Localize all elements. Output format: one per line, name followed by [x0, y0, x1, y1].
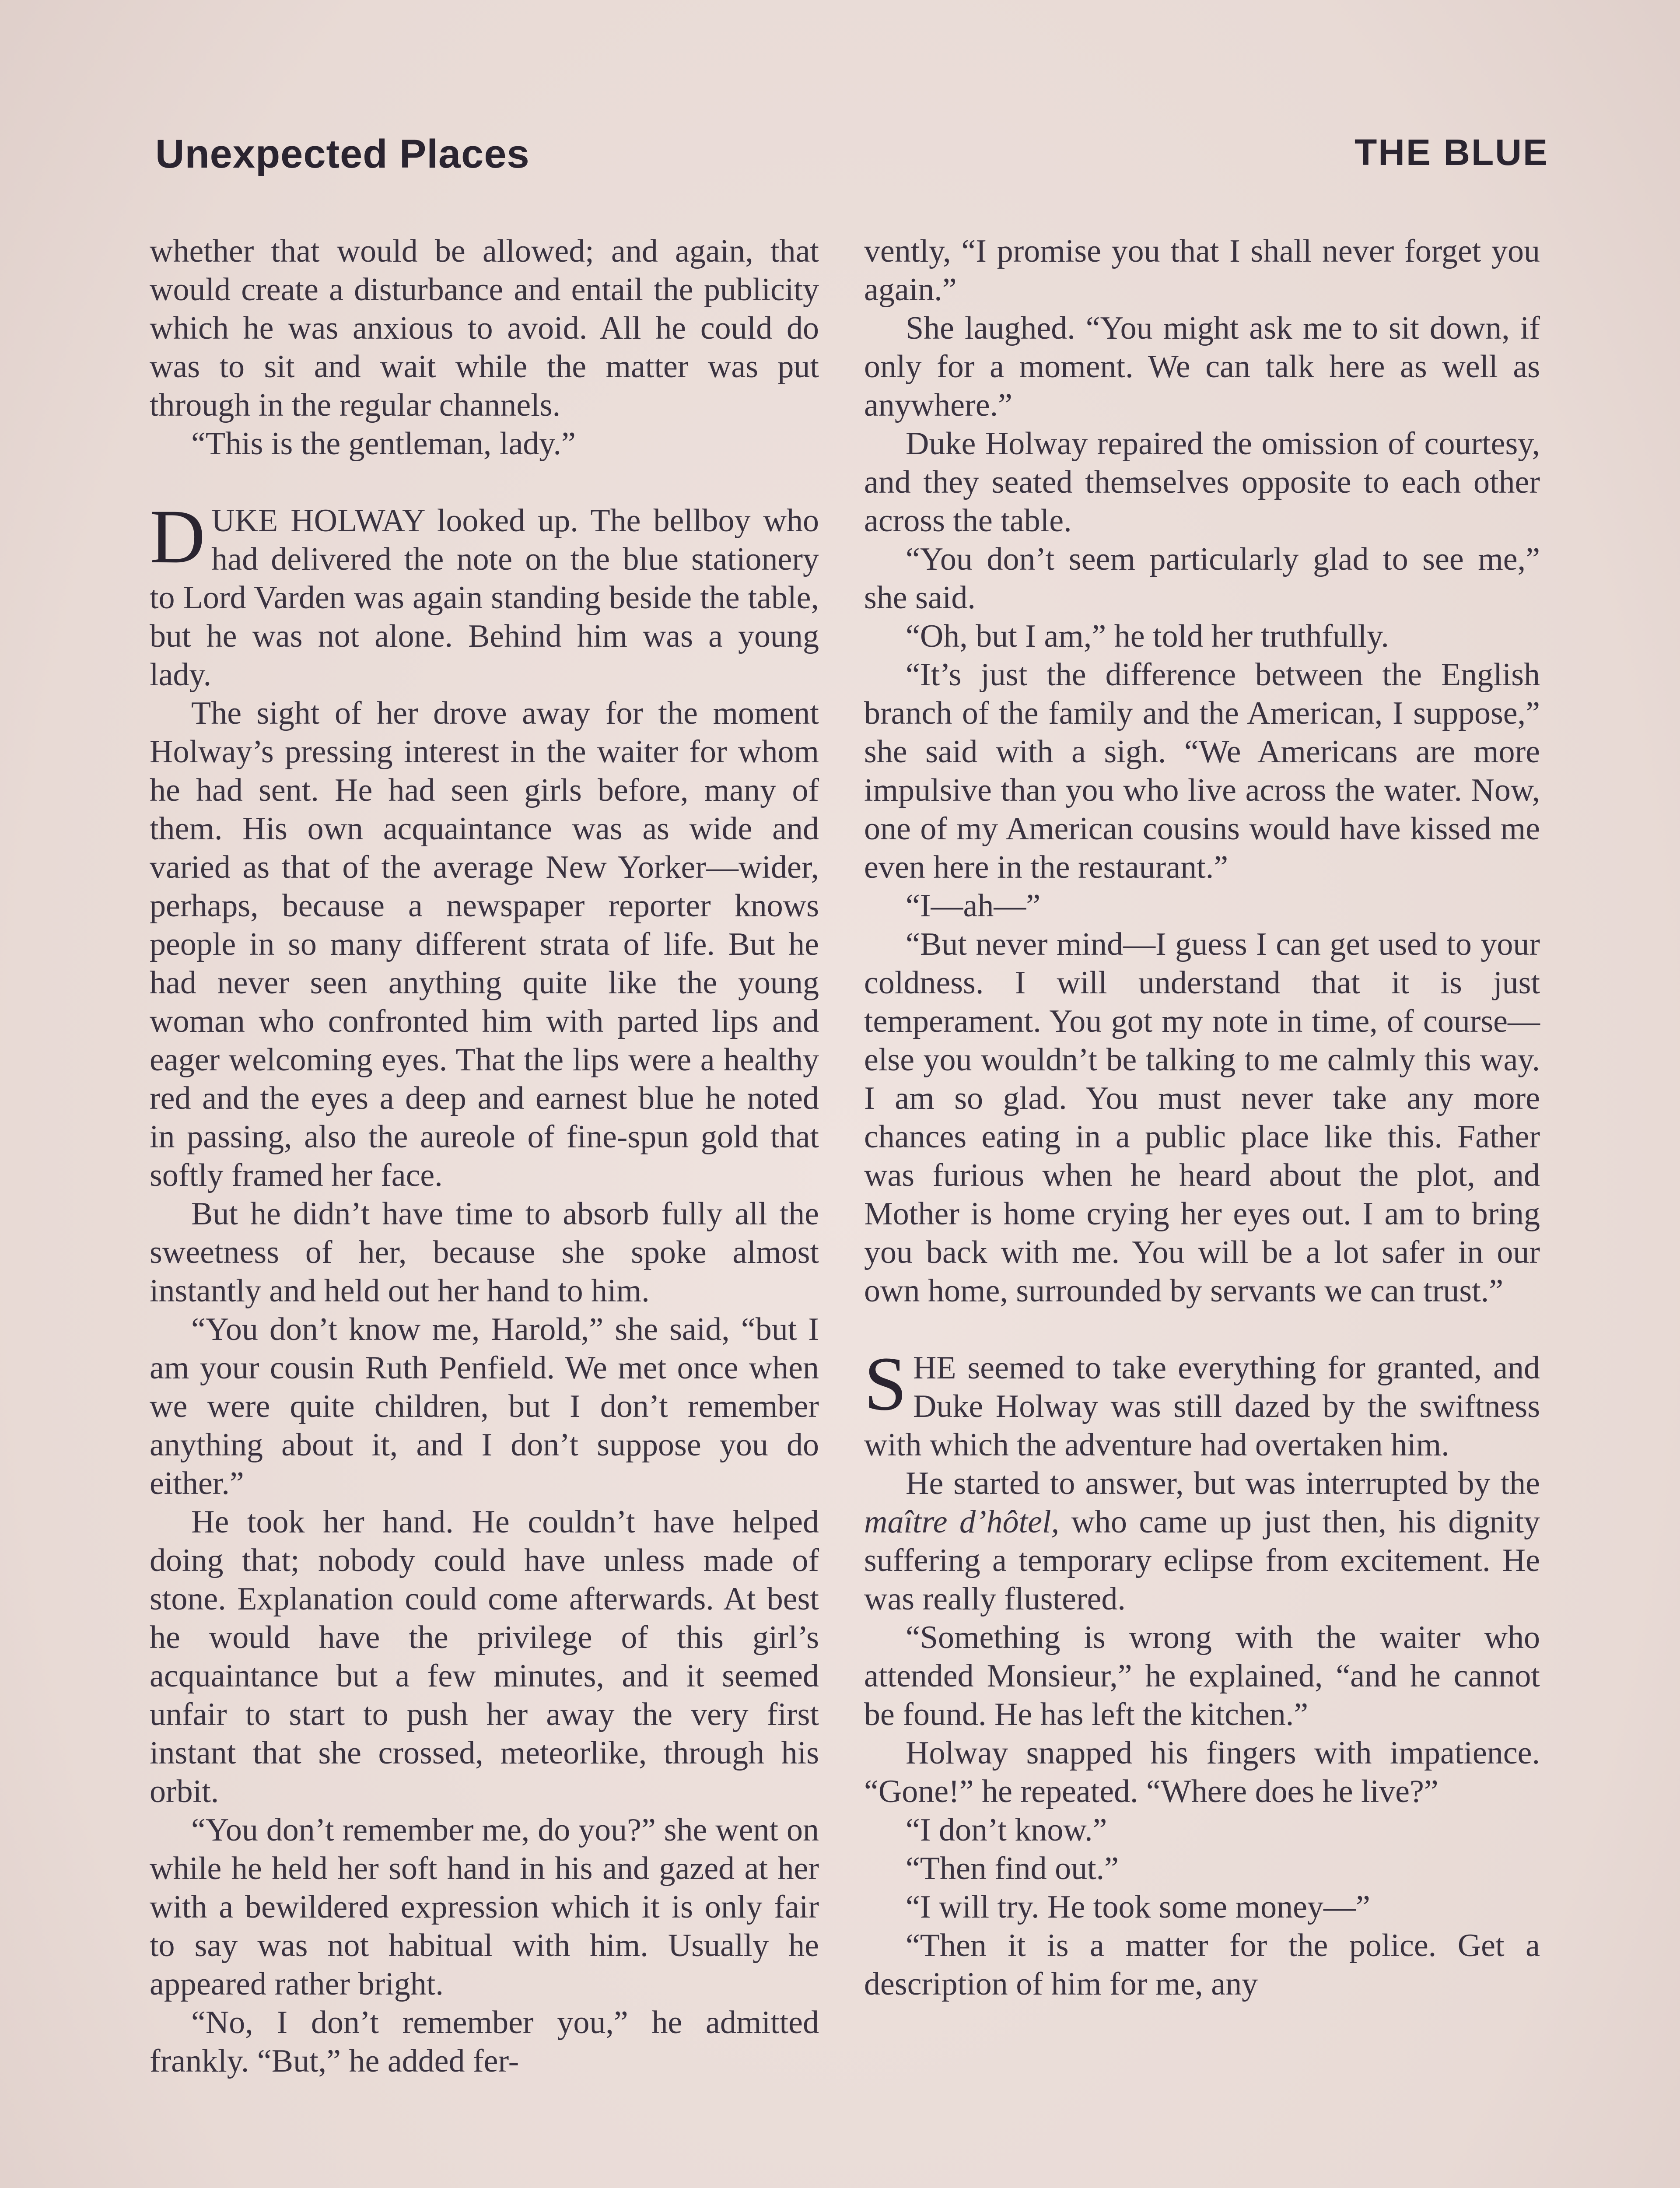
paragraph: whether that would be allowed; and again, that would create a disturbance and entail the publicity which he was anxious to avoid. All he could do was to sit and wait while the matter was put through in the regular channels. — [150, 233, 819, 423]
section-opening-text: UKE HOLWAY looked up. The bellboy who had delivered the note on the blue stationery to Lord Varden was again standing beside the table, but he was not alone. Behind him was a young lady. — [150, 503, 819, 693]
running-header — [155, 131, 1549, 184]
drop-cap: S — [864, 1341, 907, 1427]
paragraph: “This is the gentleman, lady.” — [191, 426, 576, 462]
paragraph: He took her hand. He couldn’t have helped doing that; nobody could have unless made of stone. Explanation could come afterwards. At best he would have the privilege of this girl’s acquaintance but a few minutes, and it seemed unfair to start to push her away the very first instant that she crossed, meteorlike, through his orbit. — [150, 1504, 819, 1809]
paragraph: Duke Holway repaired the omission of courtesy, and they seated themselves opposite to each other across the table. — [864, 426, 1540, 539]
running-head-magazine: THE BLUE — [1354, 132, 1549, 173]
paragraph: “I don’t know.” — [906, 1812, 1107, 1848]
paragraph: “No, I don’t remember you,” he admitted frankly. “But,” he added fer- — [150, 2005, 819, 2079]
paragraph: “But never mind—I guess I can get used to your coldness. I will understand that it is just temperament. You got my note in time, of course—else you wouldn’t be talking to me calmly this way. I am so glad. You must never take any more chances eating in a public place like this. Father was furious when he heard about the plot, and Mother is home crying her eyes out. I am to bring you back with me. You will be a lot safer in our own home, surrounded by servants we can trust.” — [864, 926, 1540, 1309]
paragraph-text: who came up just then, his dignity suffering a temporary eclipse from excitement. He was really flustered. — [864, 1504, 1540, 1617]
paragraph — [864, 1464, 1540, 1618]
paragraph: “You don’t know me, Harold,” she said, “but I am your cousin Ruth Penfield. We met once when we were quite children, but I don’t remember anything about it, and I don’t suppose you do either.” — [150, 1311, 819, 1501]
italic-phrase: maître d’hôtel, — [864, 1504, 1060, 1540]
paragraph: “Oh, but I am,” he told her truthfully. — [906, 618, 1389, 654]
right-text-column — [864, 232, 1540, 2003]
paragraph: “I—ah—” — [906, 888, 1041, 924]
paragraph: The sight of her drove away for the moment Holway’s pressing interest in the waiter for whom he had sent. He had seen girls before, many of them. His own acquaintance was as wide and varied as that of the average New Yorker—wider, perhaps, because a newspaper reporter knows people in so many different strata of life. But he had never seen anything quite like the young woman who confronted him with parted lips and eager welcoming eyes. That the lips were a healthy red and the eyes a deep and earnest blue he noted in passing, also the aureole of fine-spun gold that softly framed her face. — [150, 695, 819, 1193]
paragraph: “Then it is a matter for the police. Get a description of him for me, any — [864, 1928, 1540, 2002]
paragraph: “You don’t remember me, do you?” she went on while he held her soft hand in his and gazed at her with a bewildered expression which it is only fair to say was not habitual with him. Usually he appeared rather bright. — [150, 1812, 819, 2002]
running-head-title: Unexpected Places — [155, 132, 530, 176]
paragraph-text: He started to answer, but was interrupted by the — [906, 1466, 1540, 1501]
paragraph: vently, “I promise you that I shall never forget you again.” — [864, 233, 1540, 308]
section-paragraph — [150, 494, 819, 694]
paragraph: “Something is wrong with the waiter who attended Monsieur,” he explained, “and he cannot be found. He has left the kitchen.” — [864, 1620, 1540, 1732]
paragraph: “You don’t seem particularly glad to see me,” she said. — [864, 541, 1540, 616]
paragraph: “Then find out.” — [906, 1851, 1119, 1886]
drop-cap: D — [150, 494, 206, 579]
paragraph: She laughed. “You might ask me to sit down, if only for a moment. We can talk here as well as anywhere.” — [864, 310, 1540, 423]
paragraph: “It’s just the difference between the English branch of the family and the American, I suppose,” she said with a sigh. “We Americans are more impulsive than you who live across the water. Now, one of my American cousins would have kissed me even here in the restaurant.” — [864, 657, 1540, 885]
paragraph: But he didn’t have time to absorb fully all the sweetness of her, because she spoke almost instantly and held out her hand to him. — [150, 1196, 819, 1309]
section-opening-text: HE seemed to take everything for granted, and Duke Holway was still dazed by the swiftness with which the adventure had overtaken him. — [864, 1350, 1540, 1463]
paragraph: “I will try. He took some money—” — [906, 1889, 1370, 1925]
left-text-column — [150, 232, 819, 2080]
section-paragraph — [864, 1341, 1540, 1464]
paragraph: Holway snapped his fingers with impatience. “Gone!” he repeated. “Where does he live?” — [864, 1735, 1540, 1809]
